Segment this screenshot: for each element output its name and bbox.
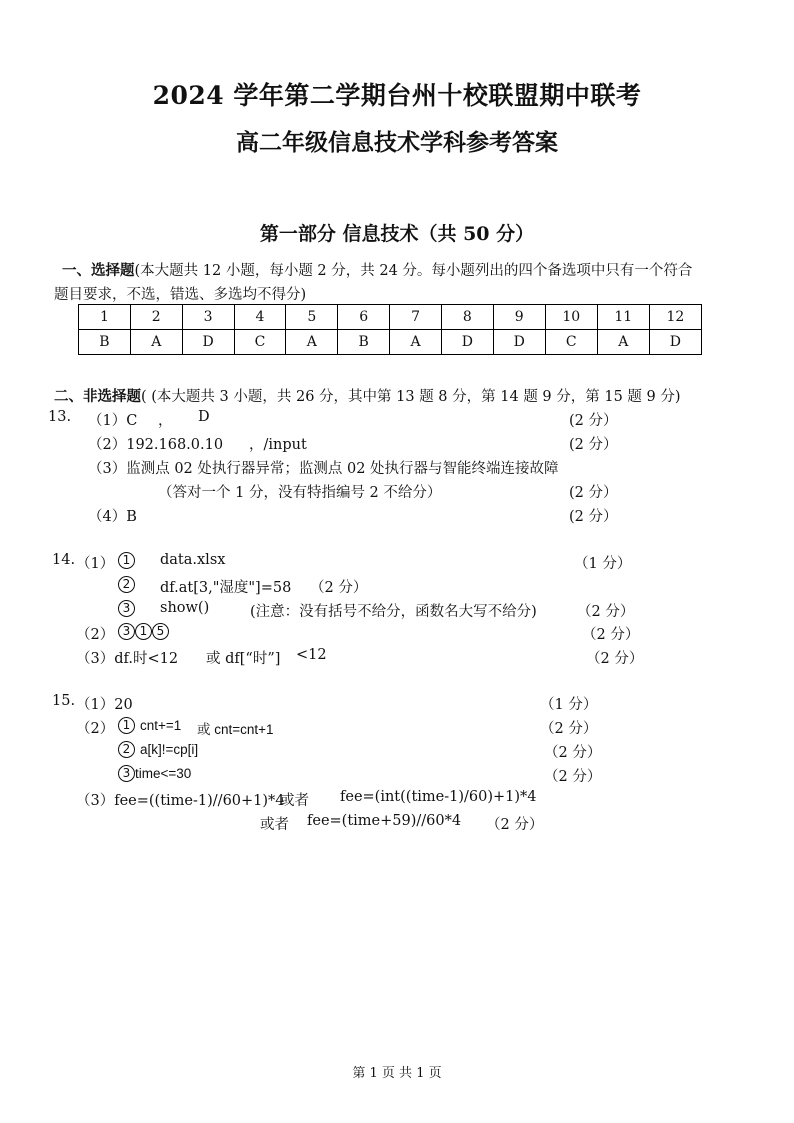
q14-answer3: show() (160, 600, 210, 616)
section1-desc: (本大题共 12 小题，每小题 2 分，共 24 分。每小题列出的四个备选项中只有一个符合 (134, 263, 693, 279)
q15-score1: （1 分） (540, 697, 598, 713)
q15-part3-line1: （3）fee=((time-1)//60+1)*4 (76, 793, 285, 809)
section1-label: 一、选择题 (62, 262, 135, 279)
answer-cell: C (234, 330, 286, 355)
circled-number: 1 (135, 623, 152, 640)
q15-part2-label: （2） (76, 721, 115, 737)
q15-part3-alt2: fee=(time+59)//60*4 (307, 813, 462, 829)
section2-heading (54, 385, 681, 406)
q14-score5: （2 分） (586, 651, 644, 667)
q15-score3: （2 分） (544, 745, 602, 761)
q15-item3 (118, 765, 135, 782)
question-number: 4 (234, 305, 286, 330)
q14-score3: （2 分） (577, 604, 635, 620)
question-number: 12 (649, 305, 701, 330)
q14-answer1: data.xlsx (160, 552, 226, 568)
question-number: 7 (390, 305, 442, 330)
question-number: 9 (493, 305, 545, 330)
q15-answer1: cnt+=1 (140, 718, 182, 733)
q15-number: 15. (52, 693, 76, 709)
answer-cell: D (493, 330, 545, 355)
q13-part3-line2: （答对一个 1 分，没有特指编号 2 不给分） (158, 485, 442, 501)
question-number: 2 (130, 305, 182, 330)
q14-item3 (118, 600, 135, 617)
question-number: 1 (79, 305, 131, 330)
q15-score4: （2 分） (544, 769, 602, 785)
document-subtitle: 高二年级信息技术学科参考答案 (236, 129, 558, 156)
circled-number: 1 (118, 552, 135, 569)
circled-number: 1 (118, 717, 135, 734)
q15-part3-or2: 或者 (260, 817, 289, 833)
q15-item1 (118, 717, 135, 734)
question-number: 5 (286, 305, 338, 330)
q15-answer3: time<=30 (135, 766, 192, 781)
q14-part2-answer (118, 623, 169, 640)
answer-cell: D (649, 330, 701, 355)
part-title: 第一部分 信息技术（共 50 分） (259, 223, 535, 245)
question-number: 6 (338, 305, 390, 330)
answer-cell: B (338, 330, 390, 355)
q14-item1 (118, 552, 135, 569)
q15-answer2: a[k]!=cp[i] (140, 742, 199, 757)
q14-part3-or: 或 df[“时”] (206, 651, 281, 667)
question-number: 8 (441, 305, 493, 330)
q14-item2 (118, 576, 135, 593)
q15-part1-label: （1）20 (76, 697, 133, 713)
q13-part4-label: （4）B (88, 509, 137, 525)
q13-part1-score: (2 分） (569, 413, 618, 429)
answer-table-number-row (79, 305, 702, 330)
answer-cell: A (130, 330, 182, 355)
q14-part3-tail: <12 (296, 647, 327, 663)
answer-cell: C (545, 330, 597, 355)
q13-part2-score: (2 分） (569, 437, 618, 453)
q14-note3: (注意：没有括号不给分，函数名大写不给分) (250, 604, 537, 620)
q13-part3-score: (2 分） (569, 485, 618, 501)
q13-part1-sep: ， (158, 413, 173, 429)
question-number: 3 (182, 305, 234, 330)
circled-number: 3 (118, 623, 135, 640)
q14-answer2: df.at[3,"湿度"]=58 (160, 580, 292, 596)
section1-desc-cont: 题目要求，不选，错选、多选均不得分) (54, 287, 307, 303)
circled-number: 5 (152, 623, 169, 640)
q15-score2: （2 分） (540, 721, 598, 737)
answer-table (78, 304, 702, 355)
q13-number: 13. (48, 409, 72, 425)
answer-cell: D (441, 330, 493, 355)
q14-score1: （1 分） (574, 556, 632, 572)
q15-item2 (118, 741, 135, 758)
section2-label: 二、非选择题 (54, 388, 141, 405)
q14-part3-label: （3）df.时<12 (76, 651, 179, 667)
answer-cell: B (79, 330, 131, 355)
answer-cell: D (182, 330, 234, 355)
q13-part3-line1: （3）监测点 02 处执行器异常；监测点 02 处执行器与智能终端连接故障 (88, 461, 559, 477)
page-footer: 第 1 页 共 1 页 (352, 1066, 442, 1081)
q14-score4: （2 分） (582, 627, 640, 643)
section1-heading (62, 259, 692, 280)
q13-part2-answer: ，/input (249, 437, 307, 453)
q13-part1-answer: D (198, 409, 210, 425)
question-number: 11 (597, 305, 649, 330)
circled-number: 2 (118, 576, 135, 593)
answer-cell: A (286, 330, 338, 355)
q15-score5: （2 分） (486, 817, 544, 833)
q15-answer1-alt: 或 cnt=cnt+1 (197, 722, 274, 737)
q14-score2: （2 分） (310, 580, 368, 596)
q14-part2-label: （2） (76, 627, 115, 643)
circled-number: 3 (118, 765, 135, 782)
q15-part3-alt1: fee=(int((time-1)/60)+1)*4 (340, 789, 537, 805)
answer-table-answer-row (79, 330, 702, 355)
q15-part3-or1: 或者 (280, 793, 309, 809)
question-number: 10 (545, 305, 597, 330)
answer-cell: A (597, 330, 649, 355)
q14-number: 14. (52, 552, 76, 568)
circled-number: 3 (118, 600, 135, 617)
document-title: 2024 学年第二学期台州十校联盟期中联考 (152, 81, 642, 110)
circled-number: 2 (118, 741, 135, 758)
q13-part2-label: （2）192.168.0.10 (88, 437, 224, 453)
q13-part4-score: (2 分） (569, 509, 618, 525)
q13-part1-label: （1）C (88, 413, 138, 429)
q14-part1-label: （1） (76, 556, 115, 572)
answer-cell: A (390, 330, 442, 355)
section2-desc: ( (本大题共 3 小题，共 26 分，其中第 13 题 8 分，第 14 题 9 分，第 15 题 9 分) (141, 389, 681, 405)
